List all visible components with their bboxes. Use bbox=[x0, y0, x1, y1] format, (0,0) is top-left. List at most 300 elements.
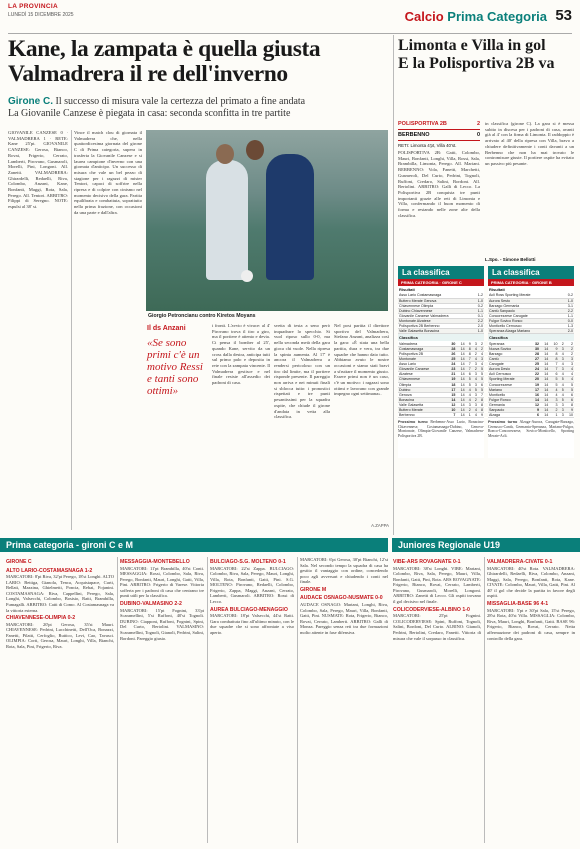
scoreline-away bbox=[398, 132, 480, 138]
match-report: MARCATORI: 38'st Longhi. VIBE: Mariani, Colombo, Riva, Sala, Perego, Mauri, Villa, Bonfanti, Gatti, Pini, Rota. ARS ROVAGNATE: Frigerio, Bianco, Rovai, Cerrato, Lamberti, Pirovano, Gusmaroli, Morelli, Longoni. ARBITRO: Zanetti di Lecco. Gli ospiti trovano il gol decisivo nel finale. bbox=[393, 565, 481, 605]
value-cell: 7 bbox=[466, 362, 472, 367]
value-cell: 14 bbox=[456, 346, 465, 351]
value-cell: 3 bbox=[549, 402, 558, 407]
value-cell: 14 bbox=[456, 382, 465, 387]
value-cell: 3 bbox=[472, 341, 478, 346]
value-cell: 4 bbox=[466, 397, 472, 402]
goals-line: RETI: Limonta 4'pt, Villa 40'st. bbox=[398, 143, 457, 148]
value-cell: 1-3 bbox=[562, 324, 574, 329]
value-cell: 2 bbox=[565, 351, 574, 356]
value-cell: 19 bbox=[447, 377, 456, 382]
value-cell: 16 bbox=[531, 392, 540, 397]
value-cell: 23 bbox=[447, 367, 456, 372]
photo-caption: Giorgio Petroncianu contro Kiretos Moyans bbox=[148, 313, 256, 319]
value-cell: 5 bbox=[478, 377, 484, 382]
value-cell: 5 bbox=[472, 387, 478, 392]
value-cell: 6 bbox=[549, 372, 558, 377]
value-cell: 3 bbox=[559, 413, 565, 418]
value-cell: 14 bbox=[456, 341, 465, 346]
page-number: 53 bbox=[555, 7, 572, 24]
side-headline-2: E la Polisportiva 2B va bbox=[398, 55, 555, 72]
standings-girone-b bbox=[488, 266, 574, 458]
value-cell: 2-0 bbox=[562, 329, 574, 334]
value-cell: 4 bbox=[549, 387, 558, 392]
match-report: MARCATORI: 25'pt Fognini. COLICODERVIESE: Spini, Ruffoni, Tognoli, Salini, Bordoni, Del Curto. ALBINO: Gianoli, Pedrini, Bertolini, Credaro, Fanetti. Vittoria di misura che vale il sorpasso in classifica. bbox=[393, 613, 481, 641]
results-label: Risultati bbox=[399, 287, 415, 292]
value-cell: 9 bbox=[478, 413, 484, 418]
value-cell: 5 bbox=[565, 382, 574, 387]
value-cell: 2-2 bbox=[562, 308, 574, 313]
standings-group: PRIMA CATEGORIA · GIRONE C bbox=[398, 279, 484, 286]
home-team: POLISPORTIVA 2B bbox=[398, 121, 447, 127]
team-cell: Valmadrera bbox=[398, 341, 447, 346]
match-report: MARCATORI: 6'pt Gerosa, 30'pt Bianchi, 12'st Sala. Nel secondo tempo la squadra di casa ha gestito il vantaggio con ordine, concedendo poco agli avversari e chiudendo i conti nel finale. bbox=[300, 557, 388, 585]
value-cell: 14 bbox=[447, 397, 456, 402]
value-cell: 3 bbox=[472, 392, 478, 397]
value-cell: 2 bbox=[478, 341, 484, 346]
team-cell: Fulgor Ronco bbox=[488, 397, 531, 402]
match-heading: VIBE-ARS ROVAGNATE 0-1 bbox=[393, 559, 461, 565]
section-title bbox=[405, 9, 547, 24]
scoreline-home bbox=[398, 121, 480, 127]
value-cell: 2 bbox=[565, 346, 574, 351]
match-report: MARCATORI: 5'pt e 30'pt Sala, 15'st Perego, 28'st Rota, 40'st Villa. MISSAGLIA: Colombo, Riva, Mauri, Longhi, Bonfanti, Gatti. BASE 96: Frigerio, Bianco, Rovai, Cerrato. Netta affermazione dei padroni di casa, sempre in controllo della gara. bbox=[487, 607, 575, 641]
standings-girone-c bbox=[398, 266, 484, 458]
standings-title: La classifica bbox=[398, 266, 484, 279]
side-headline-1: Limonta e Villa in gol bbox=[398, 37, 546, 54]
team-cell: Giovanile Canzese bbox=[398, 367, 447, 372]
team-cell: Barzago Germania bbox=[488, 303, 562, 308]
value-cell: 3 bbox=[565, 362, 574, 367]
value-cell: 0-1 bbox=[473, 313, 484, 318]
match-report: MARCATORI: 40'st Rota. VALMADRERA: Ghirardelli, Redaelli, Riva, Colombo, Anzani, Maggi, Sala, Perego, Bonfanti, Rota, Kane. CIVATE: Colombo, Mauri, Villa, Gatti, Pini. Al 40' il gol che decide la partita in favore degli ospiti. bbox=[487, 565, 575, 599]
value-cell: 9 bbox=[466, 341, 472, 346]
value-cell: 14 bbox=[540, 372, 549, 377]
match-report: MARCATORI: 22'st Zappa. BULCIAGO: Colombo, Riva, Sala, Perego, Mauri, Longhi, Villa, Rota, Bonfanti, Gatti, Pini. S.G. MOLTENO: Pirovano, Redaelli, Colombo, Frigerio, Zappa, Maggi, Anzani, Cerrato, Lamberti, Gusmaroli. ARBITRO: Rossi di Lecco. bbox=[210, 565, 294, 605]
value-cell: 3 bbox=[559, 402, 565, 407]
value-cell: 4 bbox=[472, 346, 478, 351]
value-cell: 5 bbox=[559, 377, 565, 382]
value-cell: 14 bbox=[456, 413, 465, 418]
match-report: MARCATORI: 20'pt Gerosa, 35'st Mauri. CHIAVENNESE: Pedrini, Lucchinetti, Dell'Oca, Bonazzi, Fanetti, Pilatti, Cerfoglio, Ruttico, Levi, Cao, Tavasci. OLIMPIA: Corti, Gerosa, Mauri, Longhi, Villa, Bianchi, Rota, Sala, Pini, Frigerio, Riva. bbox=[6, 621, 114, 650]
team-cell: Valle Galasetta Bonacina bbox=[398, 329, 473, 334]
team-cell: Dubino Chiavennese bbox=[398, 308, 473, 313]
value-cell: 4 bbox=[559, 362, 565, 367]
player-white-figure bbox=[206, 160, 248, 280]
value-cell: 1 bbox=[549, 413, 558, 418]
pull-quote bbox=[147, 323, 209, 397]
value-cell: 30 bbox=[531, 346, 540, 351]
article-col-5: Nel post partita il direttore sportivo del Valmadrera, Stefano Anzani, analizza così la gara: «È stata una bella partita, dura e vera, tra due squadre che hanno dato tutto. Abbiamo avuto le nostre occasioni e siamo stati bravi a sfruttare il momento giusto. Essere primi non è un caso, c'è un motivo: i ragazzi sono ottimi e lavorano con grande impegno ogni settimana». bbox=[334, 323, 389, 397]
results-table bbox=[488, 293, 574, 334]
team-cell: Buttero Merate Genova bbox=[398, 298, 473, 303]
kicker-text-2: La Giovanile Canzese è piegata in casa: seconda sconfitta in tre partite bbox=[8, 108, 291, 119]
value-cell: 15 bbox=[447, 392, 456, 397]
value-cell: 14 bbox=[540, 397, 549, 402]
value-cell: 8 bbox=[549, 351, 558, 356]
match-heading: MESSAGGIA-MONTEBELLO bbox=[120, 559, 190, 565]
value-cell: 5 bbox=[565, 387, 574, 392]
value-cell: 1-0 bbox=[473, 298, 484, 303]
author-signature: A.ZAPPA bbox=[371, 523, 389, 528]
value-cell: 4 bbox=[565, 372, 574, 377]
kicker-text: Il successo di misura vale la certezza del primato a fine andata bbox=[53, 96, 306, 107]
bottom-col-2 bbox=[120, 557, 204, 843]
value-cell: 4 bbox=[466, 387, 472, 392]
section-band-right: Juniores Regionale U19 bbox=[392, 538, 580, 552]
player-head bbox=[246, 140, 264, 160]
team-cell: Dubino bbox=[398, 387, 447, 392]
value-cell: 3 bbox=[565, 357, 574, 362]
match-report: MARCATORI: 8'pt Riva, 32'pt Perego, 18'st Longhi. ALTO LARIO: Bettiga, Gianola, Tenca, Acquistapace, Curti, Bellati, Mazzina, Ghielmetti, Poncia, Rebai, Fojanini. COSTAMASNAGA: Riva, Cappellini, Perego, Sala, Longhi, Valsecchi, Colombo, Bosisio, Ratti, Brambilla, Fumagalli. ARBITRO: Catti di Como. Al Costamasnaga va la vittoria esterna. bbox=[6, 574, 114, 613]
team-cell: Speranza Alzaga Mariano bbox=[488, 329, 562, 334]
value-cell: 7 bbox=[478, 392, 484, 397]
match-heading: MISSAGLIA-BASE 96 4-1 bbox=[487, 601, 549, 608]
team-cell: Sporting Merate bbox=[488, 377, 531, 382]
value-cell: 25 bbox=[531, 362, 540, 367]
value-cell: 27 bbox=[531, 357, 540, 362]
next-round-label: Prossimo turno bbox=[398, 420, 428, 425]
next-round-label: Prossimo turno bbox=[488, 420, 518, 425]
value-cell: 4 bbox=[472, 413, 478, 418]
match-heading: AUDACE OSNAGO-NUSMATE 0-0 bbox=[300, 595, 383, 602]
value-cell: 3 bbox=[559, 346, 565, 351]
value-cell: 14 bbox=[456, 351, 465, 356]
value-cell: 1-1 bbox=[473, 308, 484, 313]
team-cell: Montonate Alzatese bbox=[398, 318, 473, 323]
value-cell: 14 bbox=[540, 413, 549, 418]
team-cell: Genova bbox=[398, 392, 447, 397]
results-table bbox=[398, 293, 484, 334]
bottom-col-4 bbox=[300, 557, 388, 843]
value-cell: 14 bbox=[456, 377, 465, 382]
home-score: 2 bbox=[476, 121, 480, 127]
team-cell: Germania bbox=[488, 402, 531, 407]
player-blue-figure bbox=[266, 154, 314, 280]
value-cell: 9 bbox=[549, 346, 558, 351]
team-cell: Carugate bbox=[488, 362, 531, 367]
section-band-left: Prima categoria - gironi C e M bbox=[0, 538, 388, 552]
value-cell: 14 bbox=[531, 397, 540, 402]
team-cell: Fulgor Sovico Ronco bbox=[488, 318, 562, 323]
value-cell: 14 bbox=[456, 357, 465, 362]
team-cell: Concorezzese bbox=[488, 382, 531, 387]
value-cell: 5 bbox=[466, 382, 472, 387]
match-report: MARCATORI: 18'pt Valsecchi, 44'st Ratti. Gara combattuta fino all'ultimo minuto, con le due squadre che si sono affrontate a viso aperto. bbox=[210, 613, 294, 635]
value-cell: 10 bbox=[447, 407, 456, 412]
column-divider bbox=[484, 557, 485, 843]
value-cell: 3-1 bbox=[562, 303, 574, 308]
value-cell: 4 bbox=[565, 377, 574, 382]
value-cell: 0-2 bbox=[473, 303, 484, 308]
side-lineups: POLISPORTIVA 2B: Gatti, Colombo, Mauri, Bonfanti, Longhi, Villa, Rossi, Sala, Brambilla, Limonta, Perego. All. Mariani. BERBENNO: Vola, Fanetti, Marchetti, Gusmeroli, Del Curto, Pedrini, Tognoli, Ruffoni, Credaro, Salini, Bordoni. All. Bertolini. ARBITRO: Galli di Lecco. La Polisportiva 2B conquista tre punti importanti grazie alle reti di Limonta e Villa, confermando il buon momento di forma e restando nelle zone alte della classifica. bbox=[398, 150, 480, 218]
value-cell: 4 bbox=[478, 351, 484, 356]
value-cell: 14 bbox=[540, 377, 549, 382]
group-heading: GIRONE M bbox=[300, 586, 327, 593]
section-divider bbox=[393, 35, 394, 535]
value-cell: 4 bbox=[549, 392, 558, 397]
value-cell: 12 bbox=[447, 402, 456, 407]
value-cell: 2 bbox=[466, 407, 472, 412]
table-label: Classifica bbox=[488, 334, 574, 341]
next-round bbox=[398, 420, 484, 458]
value-cell: 14 bbox=[540, 357, 549, 362]
value-cell: 8 bbox=[549, 357, 558, 362]
value-cell: 14 bbox=[456, 392, 465, 397]
team-cell: Speranza bbox=[488, 341, 531, 346]
value-cell: 2 bbox=[549, 407, 558, 412]
value-cell: 32 bbox=[531, 341, 540, 346]
match-report: MARCATORI: 15'pt Fognini, 33'pt Scaramellini, 5'st Ruffoni, 40'st Tognoli. DUBINO: Ciapponi, Ruffoni, Fognini, Spini, Del Curto, Bertolini. VALMASINO: Scaramellini, Tognoli, Gianoli, Pedrini, Salini, Bordoni. Pareggio giusto. bbox=[120, 607, 204, 641]
result-row bbox=[398, 329, 484, 334]
table-row bbox=[398, 413, 484, 418]
team-cell: Concorezzese Carugate bbox=[488, 313, 562, 318]
value-cell: 26 bbox=[447, 351, 456, 356]
value-cell: 3 bbox=[559, 407, 565, 412]
value-cell: 14 bbox=[456, 362, 465, 367]
standings-title: La classifica bbox=[488, 266, 574, 279]
value-cell: 14 bbox=[456, 397, 465, 402]
column-divider bbox=[207, 557, 208, 843]
side-scorebox bbox=[398, 121, 480, 148]
page-header bbox=[8, 3, 572, 34]
team-cell: Nuova Sovico bbox=[488, 346, 531, 351]
player-head bbox=[216, 144, 234, 164]
team-cell: Asso Lario bbox=[398, 362, 447, 367]
value-cell: 8 bbox=[478, 407, 484, 412]
issue-date: LUNEDÌ 15 DICEMBRE 2025 bbox=[8, 12, 74, 18]
value-cell: 30 bbox=[447, 341, 456, 346]
ball-icon bbox=[241, 270, 253, 282]
next-round bbox=[488, 420, 574, 458]
value-cell: 0-0 bbox=[562, 318, 574, 323]
group-heading: GIRONE C bbox=[6, 559, 32, 565]
article-col-2: Vince il match clou di giornata il Valmadrera che, nella quattordicesima giornata del girone C di Prima categoria, supera in trasferta la Giovanile Canzese e si laurea campione d'inverno con una giornata d'anticipo. Un successo di misura che vale un bel pezzo di stagione per i ragazzi di mister Tentori, capaci di soffrire nella ripresa e di colpire con cinismo nel momento decisivo della gara. Partita equilibrata e combattuta, soprattutto nella prima frazione, con occasioni da una parte e dall'altra. bbox=[74, 130, 142, 215]
value-cell: 3 bbox=[559, 357, 565, 362]
team-cell: Olimpia bbox=[398, 382, 447, 387]
value-cell: 4 bbox=[559, 382, 565, 387]
value-cell: 4 bbox=[472, 407, 478, 412]
main-headline-2: Valmadrera il re dell'inverno bbox=[8, 61, 288, 87]
bottom-col-5 bbox=[393, 557, 481, 843]
value-cell: 17 bbox=[447, 387, 456, 392]
team-cell: Asso Lario Costamasnaga bbox=[398, 293, 473, 298]
team-cell: Polisportiva 2B Berbenno bbox=[398, 324, 473, 329]
result-row bbox=[488, 329, 574, 334]
team-cell: Acli Cernusco bbox=[488, 372, 531, 377]
value-cell: 3 bbox=[472, 362, 478, 367]
value-cell: 20 bbox=[531, 377, 540, 382]
team-cell: Monticello bbox=[488, 392, 531, 397]
value-cell: 14 bbox=[540, 382, 549, 387]
value-cell: 7 bbox=[466, 367, 472, 372]
value-cell: 5 bbox=[478, 372, 484, 377]
section-sport: Calcio bbox=[404, 9, 444, 24]
value-cell: 10 bbox=[549, 341, 558, 346]
value-cell: 14 bbox=[540, 402, 549, 407]
next-round-text: Berbenno-Asso Lario, Bonacina-Chiavennese, Costamasnaga-Dubino, Genova-Montonate, Olimpia-Giovanile Canzese, Valmadrera-Polisportiva 2B. bbox=[398, 420, 484, 438]
value-cell: 5 bbox=[549, 377, 558, 382]
value-cell: 18 bbox=[447, 382, 456, 387]
team-cell: Cantù Sanpaolo bbox=[488, 308, 562, 313]
value-cell: 22 bbox=[531, 372, 540, 377]
value-cell: 6 bbox=[531, 413, 540, 418]
main-headline-1: Kane, la zampata è quella giusta bbox=[8, 36, 321, 62]
value-cell: 4 bbox=[565, 367, 574, 372]
side-article: in classifica (girone C). La gara si è messa subito in discesa per i padroni di casa, avanti già al 4' con la firma di Limonta. Il raddoppio è arrivato al 40' della ripresa con Villa, bravo a chiudere definitivamente i conti davanti a un Berbenno che non ha mai trovato le contromisure giuste. Il portiere ospite ha evitato un passivo più pesante. bbox=[485, 121, 574, 166]
team-cell: Barzago bbox=[488, 351, 531, 356]
value-cell: 2 bbox=[472, 397, 478, 402]
value-cell: 3 bbox=[549, 397, 558, 402]
value-cell: 4 bbox=[466, 392, 472, 397]
match-heading: ALTO LARIO-COSTAMASNAGA 1-2 bbox=[6, 567, 93, 574]
value-cell: 14 bbox=[540, 362, 549, 367]
value-cell: 2 bbox=[559, 341, 565, 346]
value-cell: 1-1 bbox=[562, 313, 574, 318]
value-cell: 3 bbox=[472, 382, 478, 387]
value-cell: 6 bbox=[565, 392, 574, 397]
value-cell: 7 bbox=[549, 362, 558, 367]
value-cell: 24 bbox=[447, 362, 456, 367]
newspaper-name: LA PROVINCIA bbox=[8, 3, 58, 10]
table-row bbox=[488, 413, 574, 418]
value-cell: 6 bbox=[478, 382, 484, 387]
team-cell: Bonacina bbox=[398, 397, 447, 402]
table-label: Classifica bbox=[398, 334, 484, 341]
value-cell: 9 bbox=[565, 407, 574, 412]
column-divider bbox=[71, 130, 72, 530]
value-cell: 5 bbox=[559, 387, 565, 392]
value-cell: 14 bbox=[540, 392, 549, 397]
value-cell: 2 bbox=[478, 346, 484, 351]
value-cell: 3 bbox=[472, 372, 478, 377]
article-col-3: i fronti. L'avvio è vivace: al 4' Pirovano trova il tiro a giro, ma il portiere è attento e devia. Ci pensa il bomber al 25', quando Kane, servito da un cross dalla destra, anticipa tutti sul primo palo e deposita in rete con la zampata vincente. Il Valmadrera gestisce e nel finale resiste all'assedio dei padroni di casa. bbox=[212, 323, 270, 386]
team-cell: Costamasnaga bbox=[398, 346, 447, 351]
section-category: Prima Categoria bbox=[447, 9, 547, 24]
value-cell: 7 bbox=[549, 367, 558, 372]
team-cell: Aurora Sesto bbox=[488, 298, 562, 303]
value-cell: 8 bbox=[565, 402, 574, 407]
value-cell: 5 bbox=[478, 387, 484, 392]
quote-author: Il ds Anzani bbox=[147, 325, 186, 332]
team-cell: Valle Galasetta bbox=[398, 402, 447, 407]
team-cell: Sanpaolo bbox=[488, 407, 531, 412]
team-cell: Polisportiva 2B bbox=[398, 351, 447, 356]
value-cell: 4 bbox=[559, 372, 565, 377]
value-cell: 17 bbox=[531, 387, 540, 392]
value-cell: 14 bbox=[456, 407, 465, 412]
team-cell: Chiavennese Olimpia bbox=[398, 303, 473, 308]
value-cell: 4 bbox=[472, 377, 478, 382]
side-signature: L.Spo. - Simone Bellotti bbox=[485, 257, 536, 262]
value-cell: 5 bbox=[559, 397, 565, 402]
value-cell: 3 bbox=[466, 402, 472, 407]
standings-group: PRIMA CATEGORIA · GIRONE B bbox=[488, 279, 574, 286]
value-cell: 14 bbox=[540, 351, 549, 356]
value-cell: 19 bbox=[531, 382, 540, 387]
match-heading: AUREA BULCIAGO-MENAGGIO bbox=[210, 606, 288, 613]
value-cell: 2 bbox=[472, 367, 478, 372]
value-cell: 4 bbox=[559, 392, 565, 397]
match-report: AUDACE OSNAGO: Mariani, Longhi, Riva, Colombo, Sala, Perego, Mauri, Villa, Bonfanti, Gatti, Pini. NUSMATE: Rota, Frigerio, Bianco, Rovai, Cerrato, Lamberti. ARBITRO: Galli di Monza. Pareggio senza reti tra due formazioni molto attente in fase difensiva. bbox=[300, 601, 388, 635]
value-cell: 1-2 bbox=[473, 293, 484, 298]
value-cell: 9 bbox=[531, 407, 540, 412]
value-cell: 1-0 bbox=[473, 329, 484, 334]
value-cell: 14 bbox=[540, 367, 549, 372]
value-cell: 14 bbox=[540, 346, 549, 351]
value-cell: 5 bbox=[478, 367, 484, 372]
value-cell: 14 bbox=[540, 387, 549, 392]
match-heading: COLICODERVIESE-ALBINO 1-0 bbox=[393, 606, 470, 613]
value-cell: 14 bbox=[456, 387, 465, 392]
value-cell: 10 bbox=[565, 413, 574, 418]
value-cell: 3 bbox=[559, 367, 565, 372]
match-heading: CHIAVENNESE-OLIMPIA 0-2 bbox=[6, 615, 76, 622]
column-divider bbox=[117, 557, 118, 843]
league-table bbox=[398, 341, 484, 418]
match-heading: DUBINO-VALMASINO 2-2 bbox=[120, 601, 182, 608]
team-cell: Giovanile Canzese Valmadrera bbox=[398, 313, 473, 318]
bottom-col-3 bbox=[210, 557, 294, 843]
team-cell: Alzatese bbox=[398, 372, 447, 377]
rule bbox=[398, 129, 480, 130]
value-cell: 6 bbox=[466, 372, 472, 377]
match-heading: VALMADRERA-CIVATE 0-1 bbox=[487, 559, 553, 565]
article-col-1: GIOVANILE CANZESE 0 · VALMADRERA 1 · RETE: Kane 25'pt. GIOVANILE CANZESE: Gerosa, Bianco, Rovai, Frigerio, Cerrato, Lamberti, Pirovano, Gusmaroli, Morelli, Pini, Longoni. All. Zanetti. VALMADRERA: Ghirardelli, Redaelli, Riva, Colombo, Anzani, Kane, Bonfanti, Maggi, Rota, Sala, Perego. All. Tentori. ARBITRO: Filippi di Seregno. NOTE: espulsi al 38' st. bbox=[8, 130, 68, 210]
value-cell: 3 bbox=[472, 402, 478, 407]
value-cell: 2-0 bbox=[473, 324, 484, 329]
value-cell: 6 bbox=[565, 397, 574, 402]
match-report: MARCATORI: 11'pt Brambilla, 40'st Conti. MESSAGGIA: Rossi, Colombo, Sala, Riva, Perego, Bonfanti, Mauri, Longhi, Gatti, Villa, Pini. ARBITRO: Frigerio di Varese. Vittoria sofferta per i padroni di casa che centrano tre punti utili per la classifica. bbox=[120, 565, 204, 599]
value-cell: 5 bbox=[549, 382, 558, 387]
value-cell: 28 bbox=[531, 351, 540, 356]
value-cell: 1-0 bbox=[562, 298, 574, 303]
value-cell: 14 bbox=[456, 402, 465, 407]
quote-text: «Se sono primi c'è un motivo Ressi e tanti sono ottimi» bbox=[147, 337, 203, 397]
team-cell: Chiavennese bbox=[398, 377, 447, 382]
team-cell: Montonate bbox=[398, 357, 447, 362]
value-cell: 4 bbox=[472, 357, 478, 362]
bottom-col-6 bbox=[487, 557, 575, 843]
value-cell: 3 bbox=[478, 357, 484, 362]
team-cell: Monticello Cernusco bbox=[488, 324, 562, 329]
bottom-col-1 bbox=[6, 557, 114, 843]
value-cell: 14 bbox=[456, 372, 465, 377]
value-cell: 21 bbox=[447, 372, 456, 377]
team-cell: Mariano bbox=[488, 387, 531, 392]
team-cell: Berbenno bbox=[398, 413, 447, 418]
value-cell: 24 bbox=[531, 367, 540, 372]
kicker-lead: Girone C. bbox=[8, 96, 54, 107]
away-score: 0 bbox=[476, 132, 480, 138]
value-cell: 4 bbox=[559, 351, 565, 356]
team-cell: Buttero Merate bbox=[398, 407, 447, 412]
value-cell: 1 bbox=[466, 413, 472, 418]
value-cell: 12 bbox=[531, 402, 540, 407]
value-cell: 0-2 bbox=[562, 293, 574, 298]
value-cell: 14 bbox=[540, 407, 549, 412]
article-col-4: svetta di testa a seno però inquadrare lo specchio. Si vuol riposo sullo 0-0, ma nella seconda metà della gara gioca chi vuole. Nella ripresa la spinta aumenta. Al 17' è ancora il Valmadrera a rendersi pericoloso con un tiro dal limite, ma il portiere risponde presente. Il pareggio non arriva e nei minuti finali si sblocca tutto: i pronostici rispettati e tre punti pesantissimi per la squadra ospite, che chiude il girone d'andata in vetta alla classifica. bbox=[274, 323, 330, 420]
league-table bbox=[488, 341, 574, 418]
value-cell: 14 bbox=[456, 367, 465, 372]
team-cell: Aurora Desio bbox=[488, 367, 531, 372]
team-cell: Cantù bbox=[488, 357, 531, 362]
next-round-text: Alzaga-Aurora, Carugate-Barzago, Cernusco-Cantù, Germania-Speranza, Mariano-Fulgor, Ronco-Concorezzese, Sovico-Monticello, Sporting Merate-Acli. bbox=[488, 420, 574, 438]
away-team: BERBENNO bbox=[398, 132, 430, 138]
value-cell: 8 bbox=[466, 351, 472, 356]
match-photo bbox=[146, 130, 388, 311]
value-cell: 28 bbox=[447, 346, 456, 351]
